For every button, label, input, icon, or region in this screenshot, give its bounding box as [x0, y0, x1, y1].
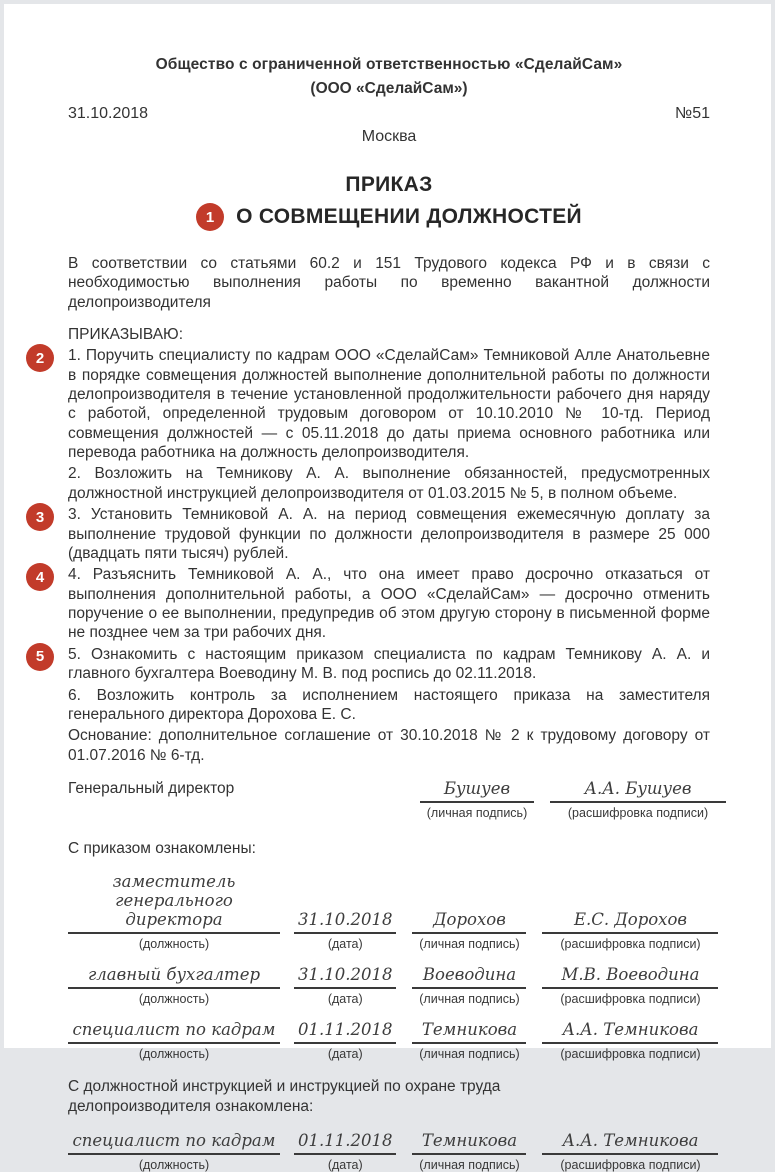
position-value: главный бухгалтер — [68, 966, 280, 989]
name-caption: (расшифровка подписи) — [567, 806, 709, 820]
org-full-name: Общество с ограниченной ответственностью «СделайСам» — [155, 56, 623, 73]
sign-value: Воеводина — [412, 966, 526, 989]
order-verb: ПРИКАЗЫВАЮ: — [68, 326, 184, 344]
basis-paragraph: Основание: дополнительное соглашение от 30.10.2018 № 2 к трудовому договору от 01.07.2016 № 6-тд. — [68, 727, 710, 764]
name-cell — [542, 966, 718, 1006]
date-cell — [294, 966, 396, 1006]
signature-row-chief-accountant — [68, 966, 710, 1006]
sign-value: Темникова — [412, 1021, 526, 1044]
annotation-badge-3: 3 — [26, 503, 54, 531]
position-value: специалист по кадрам — [68, 1021, 280, 1044]
signature-block — [68, 780, 710, 1172]
position-caption: (должность) — [138, 1158, 210, 1172]
name-caption: (расшифровка подписи) — [560, 991, 701, 1006]
date-value: 31.10.2018 — [294, 911, 396, 934]
date-caption: (дата) — [327, 1158, 363, 1172]
date-caption: (дата) — [327, 991, 363, 1006]
sign-caption: (личная подпись) — [419, 1158, 520, 1172]
order-item-5 — [35, 645, 710, 684]
doc-date: 31.10.2018 — [68, 105, 149, 122]
acquainted-label: С приказом ознакомлены: — [68, 840, 256, 857]
doc-subtitle-row — [68, 203, 710, 231]
sign-caption: (личная подпись) — [419, 991, 520, 1006]
sign-value: Темникова — [412, 1132, 526, 1155]
name-caption: (расшифровка подписи) — [560, 1046, 701, 1061]
director-signature: Бушуев — [420, 780, 534, 803]
date-cell — [294, 1021, 396, 1061]
sign-caption: (личная подпись) — [419, 936, 520, 951]
director-sign-cell — [420, 780, 534, 820]
sign-caption: (личная подпись) — [426, 806, 528, 820]
date-cell — [294, 1132, 396, 1172]
date-caption: (дата) — [327, 936, 363, 951]
director-name: А.А. Бушуев — [550, 780, 726, 803]
date-value: 01.11.2018 — [294, 1021, 396, 1044]
name-value: Е.С. Дорохов — [542, 911, 718, 934]
order-item-6-text: 6. Возложить контроль за исполнением настоящего приказа на заместителя генерального директора Дорохова Е. С. — [68, 686, 710, 723]
instruction-label: С должностной инструкцией и инструкцией по охране труда делопроизводителя ознакомлена: — [68, 1077, 501, 1115]
sign-caption: (личная подпись) — [419, 1046, 520, 1061]
order-item-5-text: 5. Ознакомить с настоящим приказом специалиста по кадрам Темникову А. А. и главного бухгалтера Воеводину М. В. под роспись до 02.11.2018. — [68, 645, 710, 683]
intro-paragraph: В соответствии со статьями 60.2 и 151 Трудового кодекса РФ и в связи с необходимостью выполнения работы по временно вакантной должности делопроизводителя — [68, 255, 710, 311]
date-value: 31.10.2018 — [294, 966, 396, 989]
sign-cell — [412, 966, 526, 1006]
sign-cell — [412, 1132, 526, 1172]
signature-row-deputy-director — [68, 873, 710, 951]
position-cell — [68, 873, 280, 951]
signature-row-hr-specialist — [68, 1021, 710, 1061]
order-item-1 — [35, 346, 710, 462]
director-name-cell — [550, 780, 726, 820]
order-item-6 — [68, 686, 710, 725]
position-caption: (должность) — [138, 1046, 210, 1061]
sign-cell — [412, 1021, 526, 1061]
position-value: заместитель генерального директора — [68, 873, 280, 934]
doc-title: ПРИКАЗ — [345, 173, 433, 196]
name-cell — [542, 1132, 718, 1172]
date-cell — [294, 911, 396, 951]
position-caption: (должность) — [138, 991, 210, 1006]
date-number-row — [68, 105, 710, 123]
position-cell — [68, 1021, 280, 1061]
org-short-name: (ООО «СделайСам») — [310, 80, 468, 97]
position-cell — [68, 1132, 280, 1172]
name-cell — [542, 1021, 718, 1061]
order-item-2-text: 2. Возложить на Темникову А. А. выполнение обязанностей, предусмотренных должностной инструкцией делопроизводителя от 01.03.2015 № 5, в полном объеме. — [68, 465, 710, 502]
doc-city: Москва — [361, 128, 417, 145]
order-item-3-text: 3. Установить Темниковой А. А. на период совмещения ежемесячную доплату за выполнение трудовой функции по должности делопроизводителя в размере 25 000 (двадцать пяти тысяч) рублей. — [68, 506, 710, 562]
order-item-3 — [35, 505, 710, 563]
order-item-4 — [35, 565, 710, 643]
director-signature-row — [68, 780, 710, 820]
date-caption: (дата) — [327, 1046, 363, 1061]
order-item-4-text: 4. Разъяснить Темниковой А. А., что она имеет право досрочно отказаться от выполнения дополнительной работы, а ООО «СделайСам» — досрочно отменить поручение о ее выполнении, предупредив об этом другую сторону в письменной форме не позднее чем за три рабочих дня. — [68, 566, 710, 642]
date-value: 01.11.2018 — [294, 1132, 396, 1155]
position-cell — [68, 966, 280, 1006]
name-caption: (расшифровка подписи) — [560, 1158, 701, 1172]
doc-number: №51 — [675, 105, 710, 122]
sign-value: Дорохов — [412, 911, 526, 934]
doc-subtitle: О СОВМЕЩЕНИИ ДОЛЖНОСТЕЙ — [236, 205, 582, 228]
order-document-page — [4, 4, 771, 1172]
annotation-badge-1: 1 — [196, 203, 224, 231]
annotation-badge-2: 2 — [26, 344, 54, 372]
name-value: М.В. Воеводина — [542, 966, 718, 989]
position-value: специалист по кадрам — [68, 1132, 280, 1155]
annotation-badge-4: 4 — [26, 563, 54, 591]
name-value: А.А. Темникова — [542, 1021, 718, 1044]
name-caption: (расшифровка подписи) — [560, 936, 701, 951]
order-item-2 — [68, 464, 710, 503]
director-position-label: Генеральный директор — [68, 780, 235, 797]
name-value: А.А. Темникова — [542, 1132, 718, 1155]
name-cell — [542, 911, 718, 951]
position-caption: (должность) — [138, 936, 210, 951]
annotation-badge-5: 5 — [26, 643, 54, 671]
sign-cell — [412, 911, 526, 951]
order-item-1-text: 1. Поручить специалисту по кадрам ООО «СделайСам» Темниковой Алле Анатольевне в порядке совмещения должностей выполнение дополнительной работы по должности делопроизводителя в течение установленной продолжительности рабочего дня наряду с работой, определенной трудовым договором от 10.10.2010 № 10-тд. Период совмещения должностей — с 05.11.2018 до даты приема основного работника или перевода работника на должность делопроизводителя. — [68, 347, 710, 461]
signature-row-instruction — [68, 1132, 710, 1172]
